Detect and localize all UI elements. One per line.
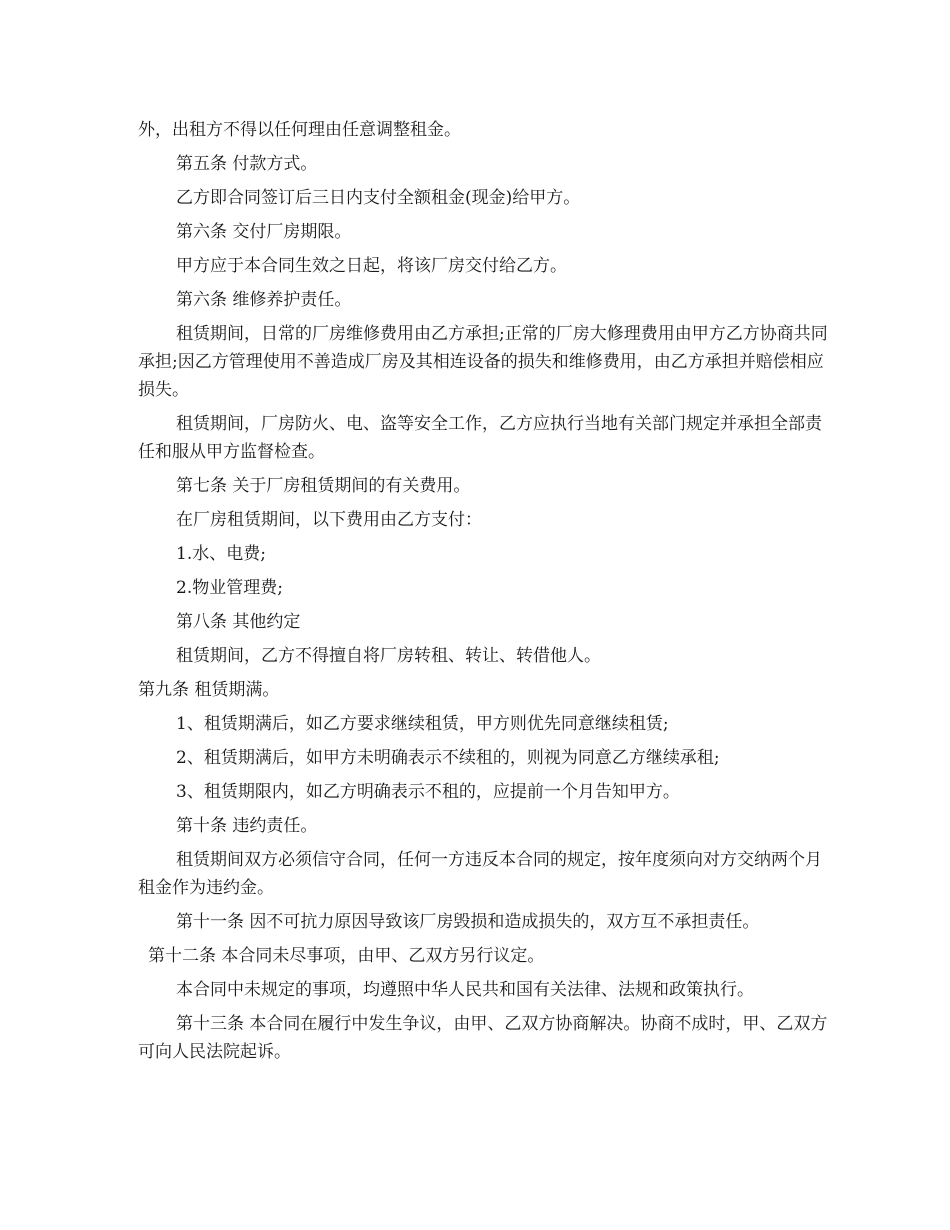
contract-paragraph: 第六条 交付厂房期限。 — [176, 222, 352, 242]
contract-paragraph: 第九条 租赁期满。 — [138, 680, 280, 700]
contract-paragraph: 租赁期间，乙方不得擅自将厂房转租、转让、转借他人。 — [176, 646, 601, 666]
contract-paragraph: 甲方应于本合同生效之日起，将该厂房交付给乙方。 — [176, 256, 567, 276]
contract-paragraph: 乙方即合同签订后三日内支付全额租金(现金)给甲方。 — [176, 188, 581, 208]
contract-paragraph: 外，出租方不得以任何理由任意调整租金。 — [138, 120, 461, 140]
contract-paragraph: 第十一条 因不可抗力原因导致该厂房毁损和造成损失的，双方互不承担责任。 — [176, 912, 760, 932]
contract-paragraph: 3、租赁期限内，如乙方明确表示不租的，应提前一个月告知甲方。 — [176, 782, 680, 802]
contract-paragraph: 2、租赁期满后，如甲方未明确表示不续租的，则视为同意乙方继续承租; — [176, 748, 720, 768]
contract-paragraph: 第十二条 本合同未尽事项，由甲、乙双方另行议定。 — [148, 946, 545, 966]
contract-paragraph: 1、租赁期满后，如乙方要求继续租赁，甲方则优先同意继续租赁; — [176, 714, 669, 734]
contract-paragraph: 本合同中未规定的事项，均遵照中华人民共和国有关法律、法规和政策执行。 — [176, 980, 754, 1000]
contract-paragraph: 1.水、电费; — [176, 544, 266, 564]
contract-paragraph: 第五条 付款方式。 — [176, 154, 318, 174]
contract-paragraph: 第十条 违约责任。 — [176, 816, 318, 836]
contract-paragraph: 第七条 关于厂房租赁期间的有关费用。 — [176, 476, 471, 496]
contract-paragraph: 租赁期间，厂房防火、电、盗等安全工作，乙方应执行当地有关部门规定并承担全部责任和服从甲方监督检查。 — [138, 414, 822, 462]
contract-body-text — [138, 116, 828, 1072]
contract-paragraph: 第八条 其他约定 — [176, 612, 301, 632]
contract-paragraph: 第六条 维修养护责任。 — [176, 290, 352, 310]
contract-paragraph: 租赁期间，日常的厂房维修费用由乙方承担;正常的厂房大修理费用由甲方乙方协商共同承担;因乙方管理使用不善造成厂房及其相连设备的损失和维修费用，由乙方承担并赔偿相应损失。 — [138, 324, 828, 400]
contract-paragraph: 在厂房租赁期间，以下费用由乙方支付： — [176, 510, 482, 530]
contract-paragraph: 2.物业管理费; — [176, 578, 283, 598]
contract-paragraph: 第十三条 本合同在履行中发生争议，由甲、乙双方协商解决。协商不成时，甲、乙双方可向人民法院起诉。 — [138, 1014, 828, 1062]
contract-paragraph: 租赁期间双方必须信守合同，任何一方违反本合同的规定，按年度须向对方交纳两个月租金作为违约金。 — [138, 850, 822, 898]
